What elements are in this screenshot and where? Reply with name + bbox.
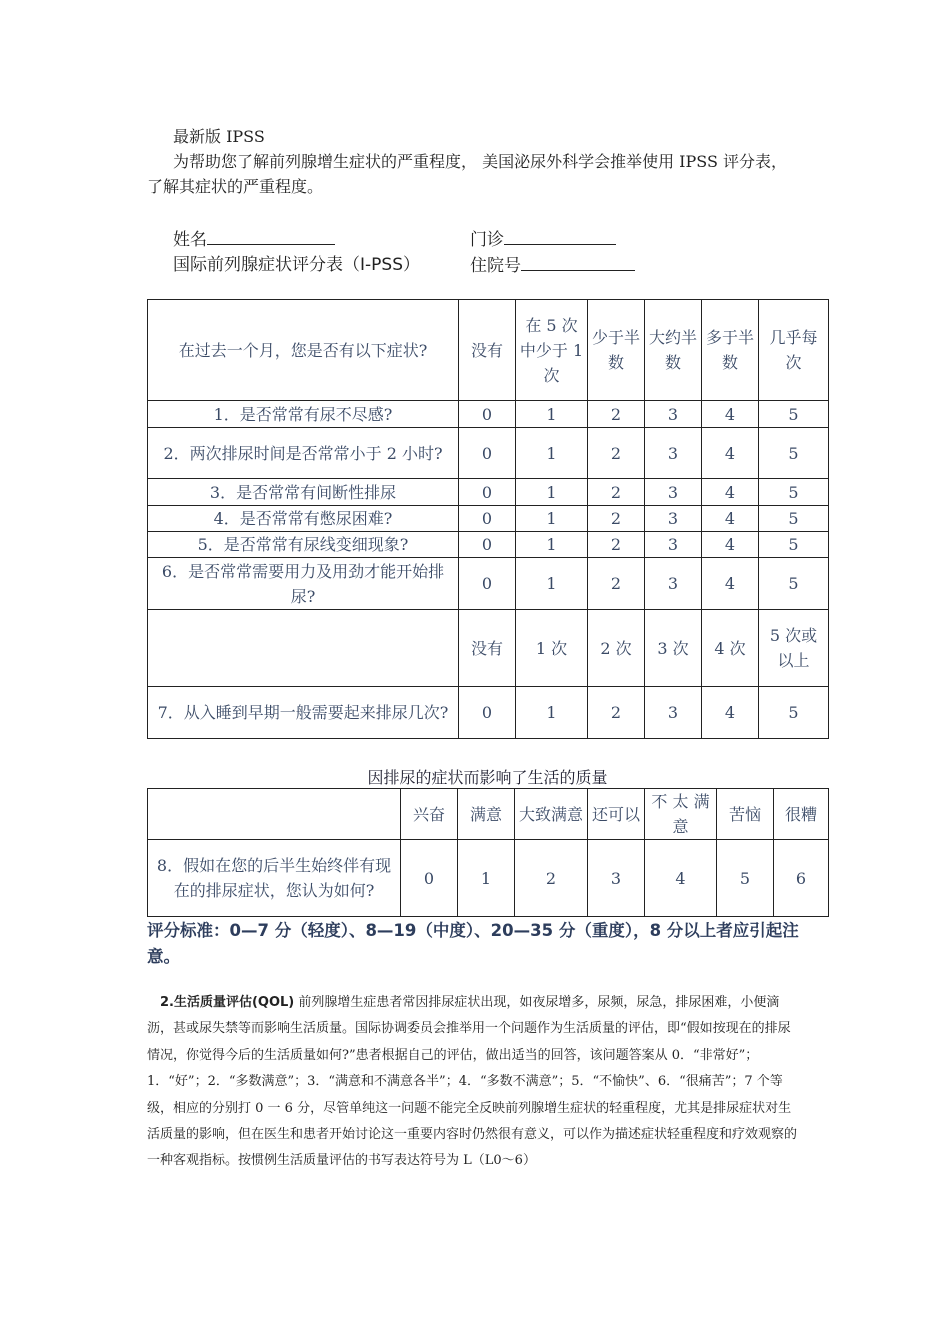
intro-text: 为帮助您了解前列腺增生症状的严重程度， 美国泌尿外科学会推举使用 IPSS 评分表，了解其症状的严重程度。 xyxy=(147,152,787,196)
header-cell: 不 太 满 意 xyxy=(645,789,717,840)
header-cell: 少于半数 xyxy=(588,300,645,401)
score-cell[interactable]: 3 xyxy=(588,840,645,917)
header-cell: 在过去一个月，您是否有以下症状? xyxy=(148,300,459,401)
clinic-label: 门诊 xyxy=(470,230,504,250)
score-cell[interactable]: 2 xyxy=(588,506,645,532)
score-cell[interactable]: 5 xyxy=(759,428,829,479)
score-cell[interactable]: 1 xyxy=(516,428,588,479)
header-cell: 5 次或以上 xyxy=(759,610,829,687)
score-cell[interactable]: 3 xyxy=(645,479,702,506)
score-cell[interactable]: 1 xyxy=(516,532,588,558)
qol-heading: 2.生活质量评估(QOL) xyxy=(160,995,295,1010)
score-cell[interactable]: 1 xyxy=(516,506,588,532)
intro xyxy=(147,124,787,199)
question-cell: 6．是否常常需要用力及用劲才能开始排尿? xyxy=(148,558,459,610)
score-cell[interactable]: 1 xyxy=(516,558,588,610)
table-title: 国际前列腺症状评分表（I-PSS） xyxy=(173,255,420,275)
header-cell: 多于半数 xyxy=(702,300,759,401)
score-cell[interactable]: 1 xyxy=(516,401,588,428)
score-cell[interactable]: 0 xyxy=(459,479,516,506)
score-cell[interactable]: 5 xyxy=(717,840,774,917)
header-cell: 还可以 xyxy=(588,789,645,840)
header-cell: 很糟 xyxy=(774,789,829,840)
clinic-field[interactable] xyxy=(470,226,616,253)
score-cell[interactable]: 2 xyxy=(588,401,645,428)
table-row xyxy=(148,840,829,917)
score-cell[interactable]: 6 xyxy=(774,840,829,917)
score-cell[interactable]: 4 xyxy=(702,428,759,479)
score-cell[interactable]: 5 xyxy=(759,506,829,532)
header-cell: 苦恼 xyxy=(717,789,774,840)
score-cell[interactable]: 0 xyxy=(459,428,516,479)
qol-table xyxy=(147,788,829,917)
header-cell: 3 次 xyxy=(645,610,702,687)
score-cell[interactable]: 2 xyxy=(588,687,645,739)
header-cell: 兴奋 xyxy=(401,789,458,840)
qol-table-title: 因排尿的症状而影响了生活的质量 xyxy=(367,768,608,787)
qol-section xyxy=(147,990,803,1175)
header-cell: 4 次 xyxy=(702,610,759,687)
score-cell[interactable]: 4 xyxy=(645,840,717,917)
score-cell[interactable]: 1 xyxy=(516,479,588,506)
score-cell[interactable]: 3 xyxy=(645,428,702,479)
header-cell: 没有 xyxy=(459,610,516,687)
qol-header-row xyxy=(148,789,829,840)
qol-text: 前列腺增生症患者常因排尿症状出现，如夜尿增多，尿频，尿急，排尿困难，小便滴沥，甚或尿失禁等而影响生活质量。国际协调委员会推举用一个问题作为生活质量的评估，即“假如按现在的排尿情况，你觉得今后的生活质量如何?”患者根据自己的评估，做出适当的回答，该问题答案从 0．“非常好”；1．“好”；2．“多数满意”；3．“满意和不满意各半”；4．“多数不满意”；5．“不愉快”、6．“很痛苦”；7 个等级，相应的分别打 0 一 6 分，尽管单纯这一问题不能完全反映前列腺增生症状的轻重程度，尤其是排尿症状对生活质量的影响，但在医生和患者开始讨论这一重要内容时仍然很有意义，可以作为描述症状轻重程度和疗效观察的一种客观指标。按惯例生活质量评估的书写表达符号为 L（L0～6） xyxy=(147,995,798,1169)
header-cell: 大致满意 xyxy=(515,789,588,840)
score-cell[interactable]: 3 xyxy=(645,687,702,739)
question-cell: 1．是否常常有尿不尽感? xyxy=(148,401,459,428)
header-cell xyxy=(148,610,459,687)
table-row xyxy=(148,506,829,532)
score-cell[interactable]: 0 xyxy=(401,840,458,917)
table-header-row xyxy=(148,300,829,401)
table-row xyxy=(148,687,829,739)
header-cell: 几乎每次 xyxy=(759,300,829,401)
score-cell[interactable]: 0 xyxy=(459,401,516,428)
score-cell[interactable]: 5 xyxy=(759,687,829,739)
nocturia-header-row xyxy=(148,610,829,687)
score-cell[interactable]: 0 xyxy=(459,558,516,610)
name-field[interactable] xyxy=(173,226,335,253)
intro-title: 最新版 IPSS xyxy=(173,127,265,146)
score-cell[interactable]: 2 xyxy=(588,479,645,506)
score-cell[interactable]: 5 xyxy=(759,532,829,558)
header-cell: 2 次 xyxy=(588,610,645,687)
score-cell[interactable]: 0 xyxy=(459,687,516,739)
inpatient-field[interactable] xyxy=(470,252,635,279)
header-cell: 1 次 xyxy=(516,610,588,687)
score-cell[interactable]: 0 xyxy=(459,532,516,558)
question-cell: 5．是否常常有尿线变细现象? xyxy=(148,532,459,558)
header-cell: 在 5 次中少于 1 次 xyxy=(516,300,588,401)
question-cell: 8．假如在您的后半生始终伴有现在的排尿症状，您认为如何? xyxy=(148,840,401,917)
score-cell[interactable]: 2 xyxy=(515,840,588,917)
score-cell[interactable]: 5 xyxy=(759,479,829,506)
question-cell: 3．是否常常有间断性排尿 xyxy=(148,479,459,506)
ipss-table xyxy=(147,299,829,739)
inpatient-label: 住院号 xyxy=(470,256,521,276)
table-row xyxy=(148,558,829,610)
header-cell: 没有 xyxy=(459,300,516,401)
header-cell xyxy=(148,789,401,840)
score-cell[interactable]: 4 xyxy=(702,479,759,506)
score-cell[interactable]: 5 xyxy=(759,401,829,428)
score-cell[interactable]: 4 xyxy=(702,558,759,610)
score-cell[interactable]: 4 xyxy=(702,506,759,532)
table-row xyxy=(148,428,829,479)
score-cell[interactable]: 3 xyxy=(645,558,702,610)
question-cell: 7．从入睡到早期一般需要起来排尿几次? xyxy=(148,687,459,739)
table-row xyxy=(148,401,829,428)
score-cell[interactable]: 4 xyxy=(702,687,759,739)
score-cell[interactable]: 1 xyxy=(516,687,588,739)
score-cell[interactable]: 2 xyxy=(588,558,645,610)
score-cell[interactable]: 0 xyxy=(459,506,516,532)
score-cell[interactable]: 3 xyxy=(645,532,702,558)
score-cell[interactable]: 2 xyxy=(588,428,645,479)
score-cell[interactable]: 3 xyxy=(645,506,702,532)
table-row xyxy=(148,532,829,558)
header-cell: 满意 xyxy=(458,789,515,840)
score-cell[interactable]: 2 xyxy=(588,532,645,558)
table-row xyxy=(148,479,829,506)
name-label: 姓名 xyxy=(173,230,207,250)
scoring-criteria: 评分标准：0—7 分（轻度）、8—19（中度）、20—35 分（重度），8 分以上者应引起注意。 xyxy=(147,921,799,966)
score-cell[interactable]: 3 xyxy=(645,401,702,428)
score-cell[interactable]: 4 xyxy=(702,401,759,428)
question-cell: 2．两次排尿时间是否常常小于 2 小时? xyxy=(148,428,459,479)
score-cell[interactable]: 4 xyxy=(702,532,759,558)
header-cell: 大约半数 xyxy=(645,300,702,401)
score-cell[interactable]: 1 xyxy=(458,840,515,917)
score-cell[interactable]: 5 xyxy=(759,558,829,610)
question-cell: 4．是否常常有憋尿困难? xyxy=(148,506,459,532)
